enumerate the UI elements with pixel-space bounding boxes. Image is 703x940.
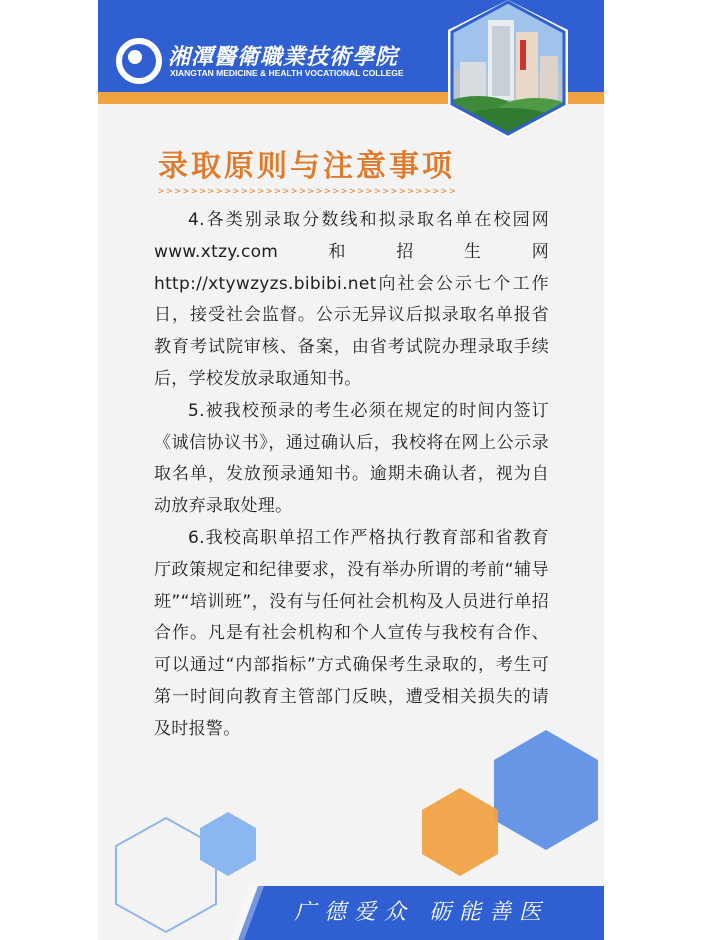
page-title: 录取原则与注意事项: [158, 149, 455, 184]
poster: [98, 0, 604, 940]
paragraph-4: 4.各类别录取分数线和拟录取名单在校园网www.xtzy.com和招生网http://xtywzyzs.bibibi.net向社会公示七个工作日，接受社会监督。公示无异议后拟录取名单报省教育考试院审核、备案，由省考试院办理录取手续后，学校发放录取通知书。: [154, 210, 549, 389]
footer-slogan: 广德爱众 砺能善医: [294, 900, 549, 925]
school-name-en: XIANGTAN MEDICINE & HEALTH VOCATIONAL COLLEGE: [170, 68, 404, 78]
school-logo-icon: [116, 38, 162, 84]
paragraph-5: 5.被我校预录的考生必须在规定的时间内签订《诚信协议书》，通过确认后，我校将在网上公示录取名单，发放预录通知书。逾期未确认者，视为自动放弃录取处理。: [154, 400, 549, 517]
title-divider: >>>>>>>>>>>>>>>>>>>>>>>>>>>>>>>>>>>>: [158, 186, 458, 197]
campus-photo: [448, 0, 568, 140]
paragraph-6: 6.我校高职单招工作严格执行教育部和省教育厅政策规定和纪律要求，没有举办所谓的考前“辅导班”“培训班”，没有与任何社会机构及人员进行单招合作。凡是有社会机构和个人宣传与我校有合作、可以通过“内部指标”方式确保考生录取的，考生可第一时间向教育主管部门反映，遭受相关损失的请及时报警。: [154, 527, 549, 739]
school-name-zh: 湘潭醫衛職業技術學院: [168, 44, 399, 70]
article-body: [154, 205, 549, 746]
